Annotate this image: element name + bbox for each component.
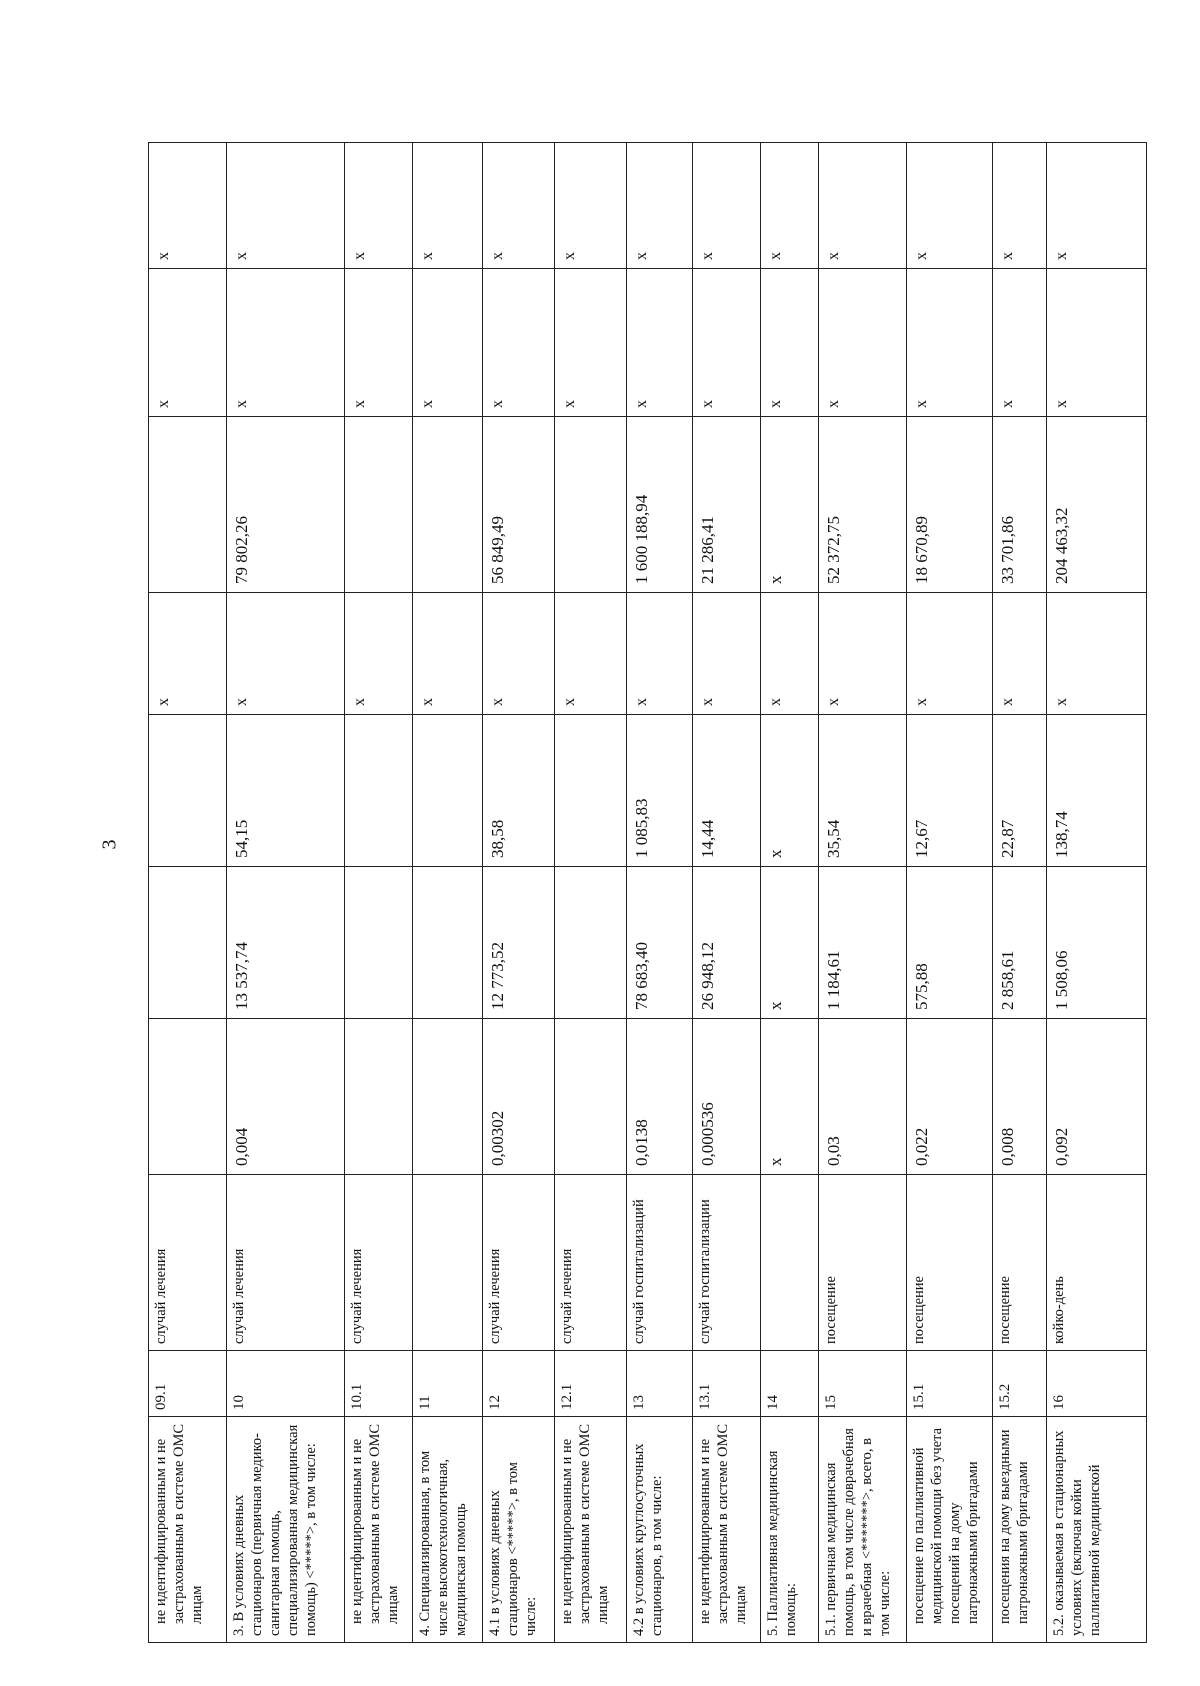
- cell-norm-cost: [149, 867, 227, 1019]
- cell-per-capita-budget: 1 085,83: [627, 715, 693, 867]
- table-row: [693, 143, 761, 1643]
- cell-cost-oms: x: [627, 269, 693, 417]
- cell-cost-budget: x: [761, 417, 819, 593]
- cell-total: x: [627, 143, 693, 269]
- cell-total: x: [907, 143, 993, 269]
- cell-norm-cost: [555, 867, 627, 1019]
- cell-per-capita-budget: x: [761, 715, 819, 867]
- cell-total: x: [149, 143, 227, 269]
- cell-cost-oms: x: [483, 269, 555, 417]
- cell-per-capita-oms: x: [761, 593, 819, 715]
- cell-unit: случай лечения: [345, 1175, 413, 1351]
- cell-cost-budget: 1 600 188,94: [627, 417, 693, 593]
- cell-cost-budget: 52 372,75: [819, 417, 907, 593]
- cell-total: x: [693, 143, 761, 269]
- cell-cost-budget: 56 849,49: [483, 417, 555, 593]
- cell-norm-volume: 0,0138: [627, 1019, 693, 1175]
- cell-norm-cost: x: [761, 867, 819, 1019]
- cell-name: 5. Паллиативная медицинская помощь:: [761, 1417, 819, 1643]
- cell-norm-cost: 12 773,52: [483, 867, 555, 1019]
- table-row: [149, 143, 227, 1643]
- cell-code: 15.1: [907, 1351, 993, 1417]
- rotated-table-container: [148, 143, 1103, 1643]
- table-row: [761, 143, 819, 1643]
- cell-per-capita-budget: 14,44: [693, 715, 761, 867]
- cell-norm-volume: x: [761, 1019, 819, 1175]
- cell-name: 3. В условиях дневных стационаров (первичная медико-санитарная помощь, специализированная медицинская помощь) <*****>, в том числе:: [227, 1417, 345, 1643]
- cell-unit: случай госпитализации: [693, 1175, 761, 1351]
- cell-norm-cost: 26 948,12: [693, 867, 761, 1019]
- table-row: [555, 143, 627, 1643]
- cell-name: не идентифицированным и не застрахованным в системе ОМС лицам: [555, 1417, 627, 1643]
- cell-total: x: [761, 143, 819, 269]
- cell-unit: случай лечения: [227, 1175, 345, 1351]
- cell-per-capita-budget: 12,67: [907, 715, 993, 867]
- cell-name: 4.2 в условиях круглосуточных стационаров, в том числе:: [627, 1417, 693, 1643]
- cell-norm-volume: [345, 1019, 413, 1175]
- cell-name: 5.2. оказываемая в стационарных условиях (включая койки паллиативной медицинской: [1047, 1417, 1147, 1643]
- cell-total: x: [993, 143, 1047, 269]
- cell-cost-oms: x: [1047, 269, 1147, 417]
- cell-per-capita-oms: x: [627, 593, 693, 715]
- data-table: [148, 142, 1147, 1643]
- cell-name: 5.1. первичная медицинская помощь, в том числе доврачебная и врачебная <*******>, всего, в том числе:: [819, 1417, 907, 1643]
- cell-per-capita-oms: x: [149, 593, 227, 715]
- cell-per-capita-budget: 138,74: [1047, 715, 1147, 867]
- page-number: 3: [98, 839, 121, 850]
- cell-code: 13: [627, 1351, 693, 1417]
- cell-cost-oms: x: [819, 269, 907, 417]
- cell-per-capita-oms: x: [555, 593, 627, 715]
- cell-name: не идентифицированным и не застрахованным в системе ОМС лицам: [345, 1417, 413, 1643]
- table-body: [149, 143, 1147, 1643]
- cell-cost-oms: x: [761, 269, 819, 417]
- cell-cost-budget: [149, 417, 227, 593]
- cell-name: не идентифицированным и не застрахованным в системе ОМС лицам: [693, 1417, 761, 1643]
- cell-per-capita-budget: [413, 715, 483, 867]
- cell-norm-cost: 78 683,40: [627, 867, 693, 1019]
- cell-norm-cost: 2 858,61: [993, 867, 1047, 1019]
- cell-norm-cost: [345, 867, 413, 1019]
- cell-total: x: [413, 143, 483, 269]
- cell-code: 10.1: [345, 1351, 413, 1417]
- cell-code: 12.1: [555, 1351, 627, 1417]
- table-row: [1047, 143, 1147, 1643]
- cell-norm-volume: 0,022: [907, 1019, 993, 1175]
- cell-unit: койко-день: [1047, 1175, 1147, 1351]
- cell-per-capita-oms: x: [345, 593, 413, 715]
- cell-code: 11: [413, 1351, 483, 1417]
- cell-per-capita-oms: x: [483, 593, 555, 715]
- cell-per-capita-oms: x: [227, 593, 345, 715]
- table-row: [993, 143, 1047, 1643]
- cell-norm-cost: 13 537,74: [227, 867, 345, 1019]
- cell-unit: случай лечения: [149, 1175, 227, 1351]
- table-row: [483, 143, 555, 1643]
- cell-per-capita-budget: 22,87: [993, 715, 1047, 867]
- cell-cost-oms: x: [555, 269, 627, 417]
- cell-unit: случай госпитализаций: [627, 1175, 693, 1351]
- cell-norm-cost: [413, 867, 483, 1019]
- cell-name: не идентифицированным и не застрахованным в системе ОМС лицам: [149, 1417, 227, 1643]
- table-row: [627, 143, 693, 1643]
- cell-cost-budget: 79 802,26: [227, 417, 345, 593]
- cell-cost-budget: [345, 417, 413, 593]
- cell-per-capita-budget: 54,15: [227, 715, 345, 867]
- cell-unit: посещение: [819, 1175, 907, 1351]
- cell-cost-budget: [555, 417, 627, 593]
- cell-per-capita-oms: x: [993, 593, 1047, 715]
- cell-name: посещение по паллиативной медицинской помощи без учета посещений на дому патронажными бригадами: [907, 1417, 993, 1643]
- cell-cost-budget: 33 701,86: [993, 417, 1047, 593]
- cell-norm-volume: [413, 1019, 483, 1175]
- cell-norm-volume: [555, 1019, 627, 1175]
- cell-per-capita-oms: x: [413, 593, 483, 715]
- cell-name: 4.1 в условиях дневных стационаров <*****>, в том числе:: [483, 1417, 555, 1643]
- cell-per-capita-budget: 38,58: [483, 715, 555, 867]
- cell-cost-oms: x: [907, 269, 993, 417]
- cell-code: 09.1: [149, 1351, 227, 1417]
- cell-cost-budget: 18 670,89: [907, 417, 993, 593]
- cell-cost-oms: x: [413, 269, 483, 417]
- cell-norm-cost: 1 184,61: [819, 867, 907, 1019]
- cell-cost-budget: [413, 417, 483, 593]
- cell-name: 4. Специализированная, в том числе высокотехнологичная, медицинская помощь: [413, 1417, 483, 1643]
- cell-total: x: [1047, 143, 1147, 269]
- cell-norm-cost: 1 508,06: [1047, 867, 1147, 1019]
- table-row: [227, 143, 345, 1643]
- cell-unit: посещение: [907, 1175, 993, 1351]
- cell-code: 14: [761, 1351, 819, 1417]
- cell-total: x: [819, 143, 907, 269]
- cell-code: 10: [227, 1351, 345, 1417]
- cell-cost-oms: x: [149, 269, 227, 417]
- table-row: [413, 143, 483, 1643]
- cell-norm-volume: 0,008: [993, 1019, 1047, 1175]
- cell-code: 13.1: [693, 1351, 761, 1417]
- cell-norm-volume: 0,000536: [693, 1019, 761, 1175]
- cell-cost-oms: x: [227, 269, 345, 417]
- cell-code: 16: [1047, 1351, 1147, 1417]
- cell-total: x: [555, 143, 627, 269]
- cell-cost-oms: x: [993, 269, 1047, 417]
- cell-cost-oms: x: [693, 269, 761, 417]
- cell-per-capita-budget: 35,54: [819, 715, 907, 867]
- cell-per-capita-budget: [555, 715, 627, 867]
- cell-code: 15.2: [993, 1351, 1047, 1417]
- cell-total: x: [345, 143, 413, 269]
- table-row: [819, 143, 907, 1643]
- cell-per-capita-oms: x: [1047, 593, 1147, 715]
- cell-per-capita-oms: x: [693, 593, 761, 715]
- cell-total: x: [483, 143, 555, 269]
- cell-unit: [413, 1175, 483, 1351]
- cell-code: 15: [819, 1351, 907, 1417]
- cell-total: x: [227, 143, 345, 269]
- cell-per-capita-budget: [149, 715, 227, 867]
- cell-cost-oms: x: [345, 269, 413, 417]
- cell-norm-volume: 0,03: [819, 1019, 907, 1175]
- table-row: [907, 143, 993, 1643]
- cell-name: посещения на дому выездными патронажными бригадами: [993, 1417, 1047, 1643]
- cell-norm-volume: 0,004: [227, 1019, 345, 1175]
- cell-per-capita-oms: x: [819, 593, 907, 715]
- cell-unit: [761, 1175, 819, 1351]
- cell-norm-volume: [149, 1019, 227, 1175]
- cell-norm-volume: 0,00302: [483, 1019, 555, 1175]
- cell-unit: случай лечения: [555, 1175, 627, 1351]
- cell-per-capita-budget: [345, 715, 413, 867]
- cell-per-capita-oms: x: [907, 593, 993, 715]
- table-row: [345, 143, 413, 1643]
- cell-cost-budget: 204 463,32: [1047, 417, 1147, 593]
- cell-cost-budget: 21 286,41: [693, 417, 761, 593]
- cell-norm-volume: 0,092: [1047, 1019, 1147, 1175]
- cell-unit: посещение: [993, 1175, 1047, 1351]
- cell-unit: случай лечения: [483, 1175, 555, 1351]
- cell-norm-cost: 575,88: [907, 867, 993, 1019]
- cell-code: 12: [483, 1351, 555, 1417]
